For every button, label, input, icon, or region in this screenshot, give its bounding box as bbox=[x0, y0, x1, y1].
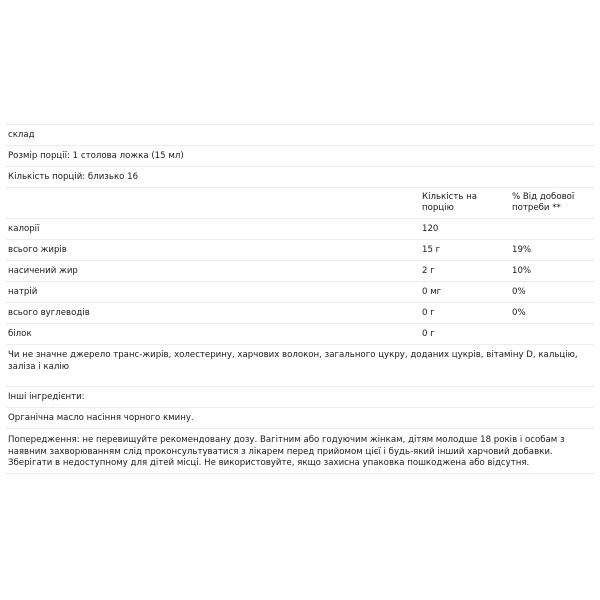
nutrient-name: всього жирів bbox=[8, 245, 67, 255]
supplement-facts-panel bbox=[6, 124, 594, 474]
nutrient-daily-value: 10% bbox=[512, 266, 532, 276]
nutrient-name: всього вуглеводів bbox=[8, 308, 90, 318]
nutrient-name: калорії bbox=[8, 224, 40, 234]
nutrient-row-sodium bbox=[6, 281, 594, 302]
nutrient-row-total-carbohydrates bbox=[6, 302, 594, 323]
nutrient-name: натрій bbox=[8, 287, 38, 297]
nutrient-name: білок bbox=[8, 329, 32, 339]
nutrient-row-total-fat bbox=[6, 239, 594, 260]
nutrient-amount: 0 мг bbox=[422, 287, 442, 297]
nutrient-amount: 0 г bbox=[422, 308, 435, 318]
nutrient-name: насичений жир bbox=[8, 266, 78, 276]
nutrient-row-protein bbox=[6, 323, 594, 344]
nutrient-daily-value: 0% bbox=[512, 287, 526, 297]
daily-value-column-header: % Від добової потреби ** bbox=[512, 192, 575, 213]
nutrient-amount: 15 г bbox=[422, 245, 441, 255]
composition-title: склад bbox=[6, 124, 594, 145]
amount-column-header: Кількість на порцію bbox=[422, 192, 478, 213]
other-ingredients-title: Інші інгредієнти: bbox=[6, 386, 594, 407]
nutrient-row-saturated-fat bbox=[6, 260, 594, 281]
insignificant-sources-note: Чи не значне джерело транс-жирів, холестерину, харчових волокон, загального цукру, доданих цукрів, вітаміну D, кальцію, заліза і калію bbox=[6, 344, 594, 386]
nutrient-amount: 120 bbox=[422, 224, 439, 234]
nutrient-daily-value: 19% bbox=[512, 245, 532, 255]
nutrient-daily-value: 0% bbox=[512, 308, 526, 318]
warning-text: Попередження: не перевищуйте рекомендовану дозу. Вагітним або годуючим жінкам, дітям молодше 18 років і особам з наявним захворюванням слід проконсультуватися з лікарем перед прийомом цієї і будь-який інший харчовий добавки. Зберігати в недоступному для дітей місці. Не використовуйте, якщо захисна упаковка пошкоджена або відсутня. bbox=[6, 428, 594, 473]
serving-size: Розмір порції: 1 столова ложка (15 мл) bbox=[6, 145, 594, 166]
other-ingredients-text: Органічна масло насіння чорного кмину. bbox=[6, 407, 594, 428]
nutrient-row-calories bbox=[6, 218, 594, 239]
bottom-divider bbox=[6, 473, 594, 474]
nutrient-amount: 2 г bbox=[422, 266, 435, 276]
servings-per-container: Кількість порцій: близько 16 bbox=[6, 166, 594, 187]
nutrient-amount: 0 г bbox=[422, 329, 435, 339]
nutrition-table-header bbox=[6, 187, 594, 218]
